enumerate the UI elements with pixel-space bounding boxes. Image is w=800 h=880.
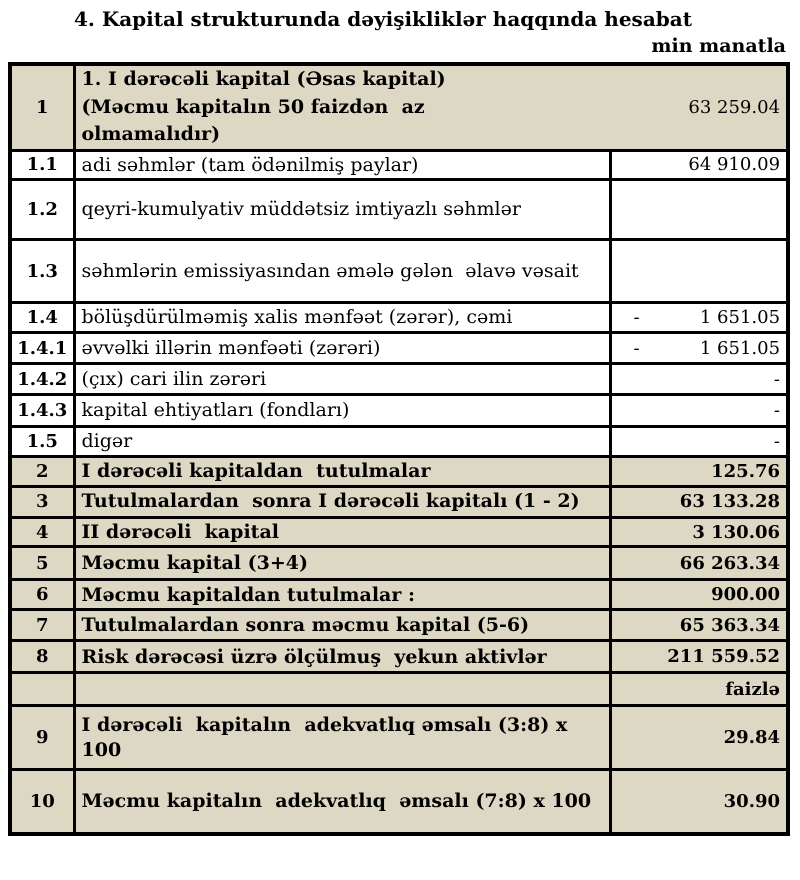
row-value-cell	[610, 180, 788, 240]
unit-note: min manatla	[651, 35, 786, 57]
row-number-cell	[10, 673, 74, 706]
table-row-1-1	[10, 150, 788, 180]
table-row-9	[10, 706, 788, 770]
row-number-cell: 4	[10, 517, 74, 547]
row-value-cell: 125.76	[610, 456, 788, 486]
row-value-cell: 65 363.34	[610, 610, 788, 641]
row-number-cell: 9	[10, 706, 74, 770]
value-number: 1 651.05	[699, 337, 781, 359]
row-label-cell: səhmlərin emissiyasından əmələ gələn əlavə vəsait	[74, 240, 610, 303]
table-row-7	[10, 610, 788, 641]
table-row-1-4-1	[10, 333, 788, 364]
row-number-cell: 1.4.3	[10, 395, 74, 427]
row-value-cell: 3 130.06	[610, 517, 788, 547]
row-number-cell: 3	[10, 486, 74, 517]
row-value-cell: -	[610, 395, 788, 427]
row-label-cell	[74, 673, 610, 706]
row-label-cell: adi səhmlər (tam ödənilmiş paylar)	[74, 150, 610, 180]
row-number-cell: 7	[10, 610, 74, 641]
row-label-cell: digər	[74, 427, 610, 457]
row-label-cell: kapital ehtiyatları (fondları)	[74, 395, 610, 427]
row-label-cell: qeyri-kumulyativ müddətsiz imtiyazlı səhmlər	[74, 180, 610, 240]
row-number-cell: 6	[10, 580, 74, 610]
row-value-cell	[610, 240, 788, 303]
page-title: 4. Kapital strukturunda dəyişikliklər haqqında hesabat	[74, 7, 692, 31]
row-label-cell: I dərəcəli kapitaldan tutulmalar	[74, 456, 610, 486]
table-row-1-5	[10, 427, 788, 457]
row-value-cell: 900.00	[610, 580, 788, 610]
table-row-4	[10, 517, 788, 547]
table-row-5	[10, 547, 788, 580]
table-row-10	[10, 770, 788, 834]
table-row-1-4-3	[10, 395, 788, 427]
row-number-cell: 1.4	[10, 303, 74, 333]
table-row-1-2	[10, 180, 788, 240]
table-row-1	[10, 64, 788, 150]
row-value-cell	[610, 333, 788, 364]
row-value-cell: -	[610, 364, 788, 395]
row-number-cell: 2	[10, 456, 74, 486]
row-value-cell	[610, 303, 788, 333]
row-number-cell: 1	[10, 64, 74, 150]
row-label: 1. I dərəcəli kapital (Əsas kapital) (Məcmu kapitalın 50 faizdən az olmamalıdır)	[81, 68, 453, 146]
row-label-cell: Risk dərəcəsi üzrə ölçülmuş yekun aktivlər	[74, 641, 610, 673]
row-number-cell: 1.4.1	[10, 333, 74, 364]
value-minus-sign: -	[633, 337, 640, 359]
table-row-6	[10, 580, 788, 610]
row-value-cell: 29.84	[610, 706, 788, 770]
row-label-cell: Tutulmalardan sonra məcmu kapital (5-6)	[74, 610, 610, 641]
row-value-cell: faizlə	[610, 673, 788, 706]
row-value-cell: 66 263.34	[610, 547, 788, 580]
row-number-cell: 1.5	[10, 427, 74, 457]
row-label-cell: I dərəcəli kapitalın adekvatlıq əmsalı (3:8) x 100	[74, 706, 610, 770]
table-row-1-4	[10, 303, 788, 333]
table-row-3	[10, 486, 788, 517]
row-label-cell: Tutulmalardan sonra I dərəcəli kapitalı (1 - 2)	[74, 486, 610, 517]
row-label-cell: Məcmu kapitalın adekvatlıq əmsalı (7:8) x 100	[74, 770, 610, 834]
row-number-cell: 1.2	[10, 180, 74, 240]
value-minus-sign: -	[633, 307, 640, 329]
row-label-cell: Məcmu kapital (3+4)	[74, 547, 610, 580]
table-row-1-4-2	[10, 364, 788, 395]
row-value: 63 259.04	[688, 96, 781, 118]
row-value-cell: 64 910.09	[610, 150, 788, 180]
table-row-8	[10, 641, 788, 673]
row-merged-cell	[74, 64, 788, 150]
row-value-cell: 63 133.28	[610, 486, 788, 517]
row-label-cell: Məcmu kapitaldan tutulmalar :	[74, 580, 610, 610]
table-row-1-3	[10, 240, 788, 303]
row-value-cell: 211 559.52	[610, 641, 788, 673]
row-number-cell: 1.3	[10, 240, 74, 303]
row-value-cell: -	[610, 427, 788, 457]
value-number: 1 651.05	[699, 307, 781, 329]
row-value-cell: 30.90	[610, 770, 788, 834]
row-label-cell: bölüşdürülməmiş xalis mənfəət (zərər), cəmi	[74, 303, 610, 333]
capital-structure-table	[8, 62, 790, 836]
table-row-faizle	[10, 673, 788, 706]
row-label-cell: əvvəlki illərin mənfəəti (zərəri)	[74, 333, 610, 364]
row-label-cell: II dərəcəli kapital	[74, 517, 610, 547]
row-number-cell: 5	[10, 547, 74, 580]
row-number-cell: 10	[10, 770, 74, 834]
table-row-2	[10, 456, 788, 486]
row-number-cell: 8	[10, 641, 74, 673]
row-number-cell: 1.4.2	[10, 364, 74, 395]
row-number-cell: 1.1	[10, 150, 74, 180]
row-label-cell: (çıx) cari ilin zərəri	[74, 364, 610, 395]
